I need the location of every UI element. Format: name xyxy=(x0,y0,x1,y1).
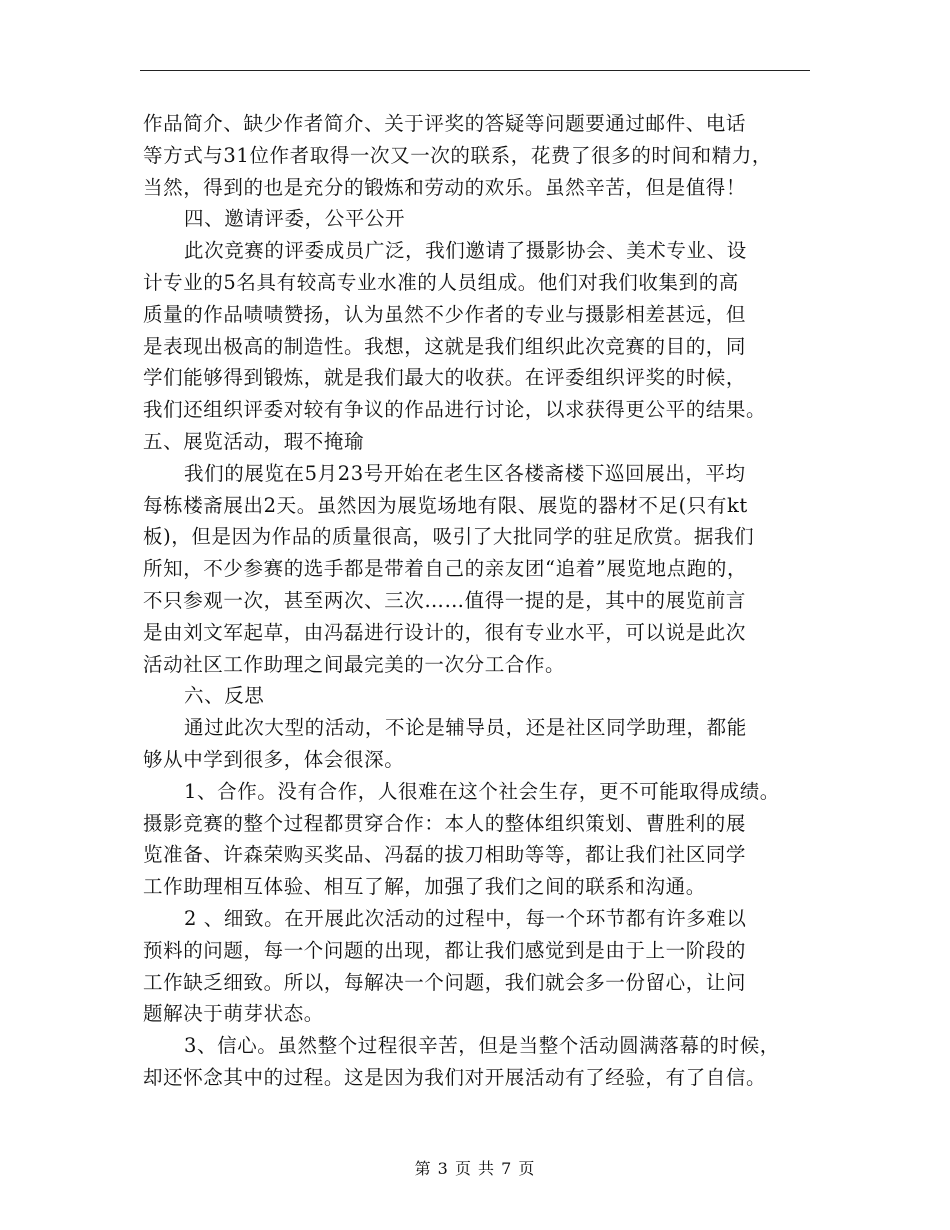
text-line: 工作缺乏细致。所以，每解决一个问题，我们就会多一份留心，让问 xyxy=(143,970,747,994)
text-line: 摄影竞赛的整个过程都贯穿合作：本人的整体组织策划、曹胜利的展 xyxy=(143,811,747,835)
text-line: 览准备、许森荣购买奖品、冯磊的拔刀相助等等，都让我们社区同学 xyxy=(143,843,747,867)
text-line: 够从中学到很多，体会很深。 xyxy=(143,747,405,771)
text-line: 板)，但是因为作品的质量很高，吸引了大批同学的驻足欣赏。据我们 xyxy=(143,525,755,549)
text-line: 活动社区工作助理之间最完美的一次分工合作。 xyxy=(143,652,566,676)
text-line: 却还怀念其中的过程。这是因为我们对开展活动有了经验，有了自信。 xyxy=(143,1065,767,1089)
text-line: 3、信心。虽然整个过程很辛苦，但是当整个活动圆满落幕的时候， xyxy=(184,1034,780,1058)
text-line: 作品简介、缺少作者简介、关于评奖的答疑等问题要通过邮件、电话 xyxy=(143,112,747,135)
text-line: 工作助理相互体验、相互了解，加强了我们之间的联系和沟通。 xyxy=(143,875,706,899)
text-line: 不只参观一次，甚至两次、三次……值得一提的是，其中的展览前言 xyxy=(143,588,747,612)
text-line: 四、邀请评委，公平公开 xyxy=(184,207,406,231)
text-line: 计专业的5名具有较高专业水准的人员组成。他们对我们收集到的高 xyxy=(143,270,739,294)
text-line: 学们能够得到锻炼，就是我们最大的收获。在评委组织评奖的时候， xyxy=(143,366,747,390)
text-line: 题解决于萌芽状态。 xyxy=(143,1002,324,1026)
text-line: 我们的展览在5月23号开始在老生区各楼斋楼下巡回展出，平均 xyxy=(184,461,746,485)
text-line: 2 、细致。在开展此次活动的过程中，每一个环节都有许多难以 xyxy=(184,906,747,930)
text-line: 等方式与31位作者取得一次又一次的联系，花费了很多的时间和精力， xyxy=(143,143,773,167)
text-line: 当然，得到的也是充分的锻炼和劳动的欢乐。虽然辛苦，但是值得！ xyxy=(143,175,747,199)
text-line: 此次竞赛的评委成员广泛，我们邀请了摄影协会、美术专业、设 xyxy=(184,239,747,263)
document-body xyxy=(143,108,815,1094)
text-line: 是表现出极高的制造性。我想，这就是我们组织此次竞赛的目的，同 xyxy=(143,334,747,358)
text-line: 质量的作品啧啧赞扬，认为虽然不少作者的专业与摄影相差甚远，但 xyxy=(143,302,747,326)
header-rule xyxy=(140,70,810,71)
text-line: 预料的问题，每一个问题的出现，都让我们感觉到是由于上一阶段的 xyxy=(143,938,747,962)
text-line: 我们还组织评委对较有争议的作品进行讨论，以求获得更公平的结果。 xyxy=(143,398,767,422)
text-line: 每栋楼斋展出2天。虽然因为展览场地有限、展览的器材不足(只有kt xyxy=(143,493,748,517)
text-line: 所知，不少参赛的选手都是带着自己的亲友团“追着”展览地点跑的， xyxy=(143,557,748,581)
text-line: 是由刘文军起草，由冯磊进行设计的，很有专业水平，可以说是此次 xyxy=(143,620,747,644)
text-line: 1、合作。没有合作，人很难在这个社会生存，更不可能取得成绩。 xyxy=(184,779,780,803)
text-line: 五、展览活动，瑕不掩瑜 xyxy=(143,429,365,453)
text-line: 六、反思 xyxy=(184,684,265,708)
text-line: 通过此次大型的活动，不论是辅导员，还是社区同学助理，都能 xyxy=(184,716,747,740)
page-number: 第 3 页 共 7 页 xyxy=(414,1159,536,1178)
